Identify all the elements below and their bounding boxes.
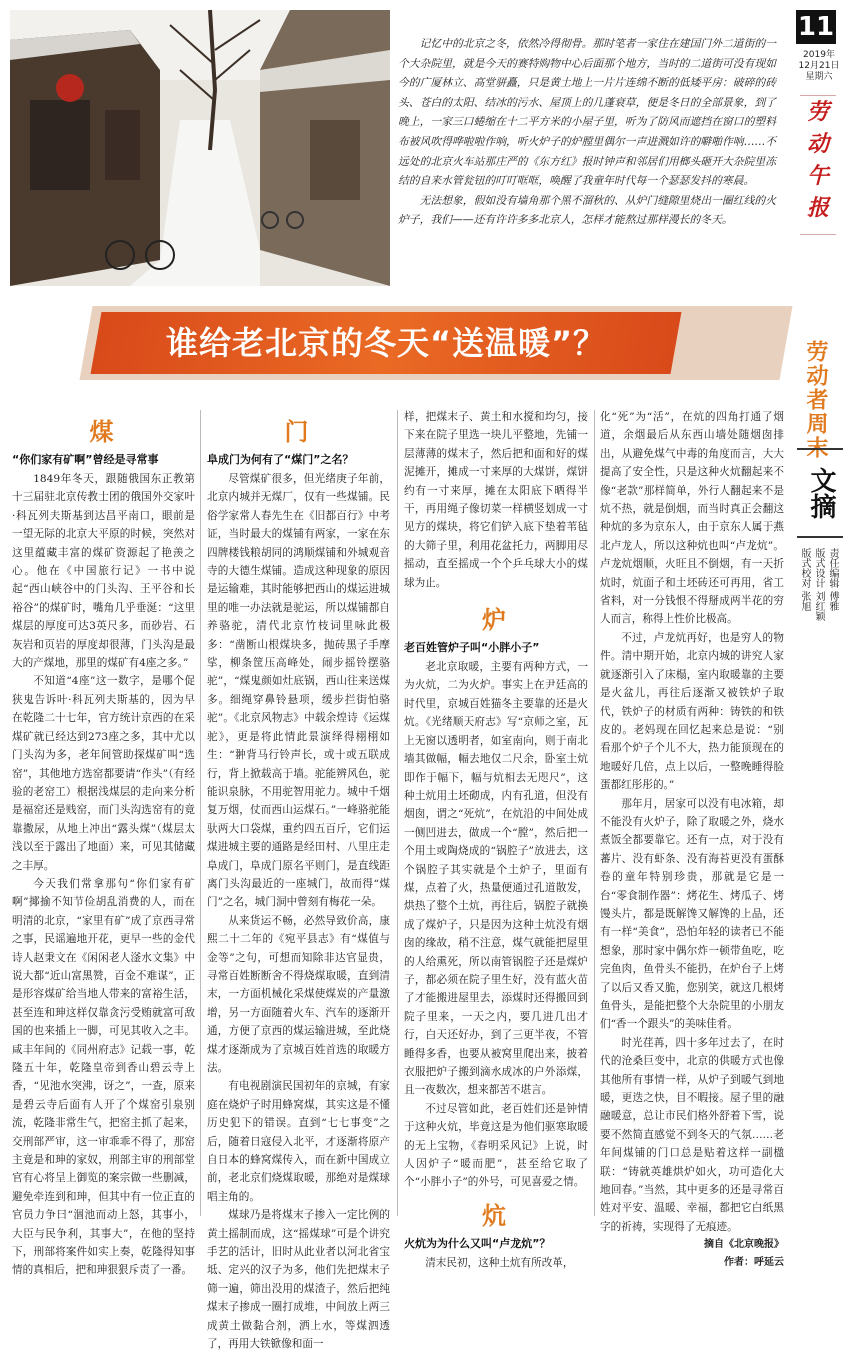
body-paragraph: 老北京取暖，主要有两种方式，一为火炕，二为火炉。事实上在尹廷高的时代里，京城百姓猫冬主要靠的还是火炕。《光绪顺天府志》写“京师之室，瓦上无窗以透明者，如室南向，则于南北墙其做幅，幅去地仅二尺余，卧室土炕即作于幅下，幅与炕相去无咫尺”，这种土炕用土坯砌成，内有孔道，但没有烟囱，谓之“死炕”，在炕沿的中间处成一侧凹进去，做成一个“膛”，然后把一个用土或陶烧成的“锅腔子”放进去，这个锅腔子其实就是个土炉子，里面有煤，点着了火，热量便通过孔道散发，烘热了整个土炕，再往后，锅腔子就换成了煤炉子，只是因为这种土炕没有烟囱的缘故，稍不注意，煤气就能把屋里的人给熏死，所以南管锅腔子还是煤炉子，都必须在院子里生好，没有蓝火苗了才能搬进屋里去，添煤时还得搬回到院子里来，一天之内，要几进几出才行，白天还好办，到了三更半夜，不管睡得多香，也要从被窝里爬出来，披着衣服把炉子搬到滴水成冰的户外添煤，且一夜数次，想来都苦不堪言。 bbox=[404, 661, 588, 1097]
author-credit: 作者：呼延云 bbox=[724, 1257, 784, 1269]
intro-text bbox=[398, 34, 776, 256]
body-paragraph: 今天我们常拿那句“你们家有矿啊”揶揄不知节俭胡乱消费的人，而在明清的北京，“家里有矿”成了京西寻常之事，民谣遍地开花，更早一些的金代诗人赵秉文在《闲闲老人滏水文集》中说大都“近山富黑赞，百金不难谋”，正是形容煤矿给当地人带来的富裕生活，甚至连和珅这样仅靠贪污受贿就富可敌国的也来插上一脚，可见其收入之丰。咸丰年间的《同州府志》记载一事，乾隆五十年，乾隆皇帝到香山碧云寺上香，“见池水突沸，讶之”，一查，原来是碧云寺后面有人开了个煤窑引泉别流，乾隆非常生气，把窑主抓了起来，交刑部严审，这一审乖乖不得了，那窑主竟是和珅的家奴，刑部主审的刑部堂官有心将呈上御览的案宗做一些删减，避免牵连到和珅，但其中有一位正直的官员力争曰“涸池而动上怒，其事小，大臣与民争利，其事大”，在他的坚持下，刑部将案件如实上奏，乾隆得知事情的真相后，把和珅狠狠斥责了一番。 bbox=[12, 877, 195, 1277]
body-paragraph: 有电视剧演民国初年的京城，有家庭在烧炉子时用蜂窝煤，其实这是不懂历史犯下的错误。直到“七七事变”之后，随着日寇侵入北平，才逐渐将原产自日本的蜂窝煤传入，而在新中国成立前，老北京们烧煤取暖，那绝对是煤球唱主角的。 bbox=[207, 1080, 390, 1203]
column-divider bbox=[200, 410, 201, 1216]
section-title-coal: 煤 bbox=[89, 418, 118, 446]
article-column-2 bbox=[207, 414, 390, 1354]
body-paragraph: 尽管煤矿很多，但光绪庚子年前，北京内城并无煤厂，仅有一些煤铺。民俗学家常人春先生在《旧都百行》中考证，当时最大的煤铺有两家，一家在东四牌楼钱粮胡同的鸿顺煤铺和外城观音寺的大德生煤铺。造成这种现象的原因是运输难，其时能够把西山的煤运进城里的唯一办法就是驼运，所以煤铺都自养骆驼，清代北京竹枝词里咏此极多：“凿断山根煤块多，抛砖黑子手摩挲，柳条筐压高峰处，闹步摇铃摆骆驼”，“煤鬼颜如灶底锅，西山往来送煤多。细绳穿鼻铃悬项，缓步拦街怕骆驼”。《北京风物志》中载余煌诗《运煤驼》，更是将此情此景演绎得栩栩如生：“翀背马行铃声长，或十或五联成行，背上掀载高于墙。驼能辨风色，驼能识泉脉，不用驼智用驼力。城中千烟复万烟，仗而西山运煤石。”一峰骆驼能驮两大口袋煤，重约四五百斤，它们运煤进城主要的通路是经田村、八里庄走阜成门，阜成门原名平则门，是直线距离门头沟最近的一座城门，故而得“煤门”之名，城门洞中曾刻有梅花一朵。 bbox=[207, 473, 390, 909]
body-paragraph: 那年月，居家可以没有电冰箱，却不能没有火炉子，除了取暖之外，烧水煮饭全都要靠它。还有一点，对于没有蕃片、没有虾条、没有海苔更没有蛋酥卷的童年特别珍贵，那就是它是一台“零食制作器”：烤花生、烤瓜子、烤馒头片，都是既解馋又解馋的上品，还有一样“美食”，恐怕年轻的读者已不能想象，那时家中偶尔炸一顿带鱼吃，吃完鱼肉，鱼骨头不能扔，在炉台子上烤了以后又香又脆，您别笑，就这几根烤鱼骨头，是能把整个大杂院里的小朋友们“香一个跟头”的美味佳肴。 bbox=[600, 797, 784, 1031]
article-column-4 bbox=[600, 408, 784, 1272]
body-paragraph: 清末民初，这种土炕有所改革， bbox=[425, 1256, 574, 1269]
article-column-3 bbox=[404, 408, 588, 1272]
body-paragraph: 从来货运不畅，必然导致价高，康熙二十二年的《宛平县志》有“煤值与金等”之句，可想而知除非达官显贵，寻常百姓断断舍不得烧煤取暖，直到清末，一方面机械化采煤使煤炭的产量激增，另一方面随着火车、汽车的逐渐开通，方便了京西的煤运输进城，至此烧煤才逐渐成为了京城百姓首选的取暖方法。 bbox=[207, 914, 390, 1074]
designer-credit: 版式设计 刘红颖 bbox=[813, 548, 824, 622]
section-title-stove: 炉 bbox=[482, 606, 510, 635]
section-title-gate: 门 bbox=[284, 418, 313, 446]
section-subtitle-coal: “你们家有矿啊”曾经是寻常事 bbox=[12, 453, 159, 466]
snowy-hutong-photo bbox=[10, 10, 390, 286]
section-subtitle-stove: 老百姓管炉子叫“小胖小子” bbox=[404, 641, 540, 655]
body-paragraph: 不过尽管如此，老百姓们还是钟情于这种火炕，毕竟这是为他们驱寒取暖的无上宝物，《春明采风记》上说，时人因炉子“暖而肥”，甚至给它取了个“小胖小子”的外号，可见喜爱之情。 bbox=[404, 1102, 588, 1189]
headline: 谁给老北京的冬天“送温暖”？ bbox=[165, 324, 607, 362]
date-weekday: 星期六 bbox=[805, 72, 833, 82]
column-name: 文摘 bbox=[797, 448, 843, 538]
date-year: 2019年 bbox=[803, 50, 835, 60]
intro-paragraph: 无法想象，假如没有墙角那个黑不溜秋的、从炉门缝隙里烧出一圈红线的火炉子，我们——还有许许多多北京人，怎样才能熬过那样漫长的冬天。 bbox=[398, 193, 776, 227]
article-column-1 bbox=[12, 414, 195, 1280]
intro-paragraph: 记忆中的北京之冬，依然冷得彻骨。那时笔者一家住在建国门外二道街的一个大杂院里，就是今天的赛特购物中心后面那个地方，当时的二道街可没有现如今的广厦林立、高堂骈矗，只是黄土地上一片片连绵不断的低矮平房：破碎的砖头、苍白的太阳、结冰的污水、屋顶上的几蓬衰草，便是冬日的全部景象，到了晚上，一家三口蜷缩在十二平方米的小屋子里，听为了防风而遮挡在窗口的塑料布被风吹得哗啦啦作响，听火炉子的炉膛里偶尔一声进溅如许的噼啪作响……不远处的北京火车站那庄严的《东方红》报时钟声和邻居们用榔头砸开大杂院里冻结的自来水管瓮钮的叮叮哐哐，唤醒了我童年时代每一个瑟瑟发抖的寒晨。 bbox=[398, 37, 776, 188]
section-name: 劳动者周末 bbox=[803, 340, 828, 460]
date-monthday: 12月21日 bbox=[798, 61, 840, 71]
body-paragraph: 煤球乃是将煤末子掺入一定比例的黄土摇制而成，这“摇煤球”可是个讲究手艺的活计，旧时从此业者以河北省宝坻、定兴的汉子为多，他们先把煤末子筛一遍，筛出没用的煤渣子，然后把纯煤末子掺成一圈打成堆，中间放上两三成黄土做黏合剂，洒上水，等煤泗透了，再用大铁锨像和面一 bbox=[207, 1209, 390, 1351]
body-paragraph: 不过，卢龙炕再好，也是穷人的物件。清中期开始，北京内城的讲究人家就逐渐引入了床榻，室内取暖靠的主要是火盆儿，再往后逐渐又被铁炉子取代，铁炉子的材质有两种：铸铁的和铁皮的。老妈现在回忆起来总是说：“别看那个炉子个儿不大，热力能顶现在的地暖好几倍，点上以后，一整晚睡得脸蛋都红彤彤的。” bbox=[600, 631, 784, 792]
editor-credit: 责任编辑 傅雅 bbox=[827, 548, 838, 612]
logo-text: 劳动午报 bbox=[806, 99, 829, 221]
issue-date bbox=[794, 50, 844, 83]
proof-credit: 版式校对 张旭 bbox=[799, 548, 810, 612]
page-number: 11 bbox=[797, 12, 835, 42]
newspaper-logo bbox=[800, 95, 836, 235]
body-paragraph: 1849年冬天，跟随俄国东正教第十三届驻北京传教士团的俄国外交家叶·科瓦列夫斯基到达昌平南口，眼前是一望无际的北京大平原的时候，突然对这里蕴藏丰富的煤矿资源起了艳羡之心。他在《中国旅行记》一书中说起“西山峡谷中的门头沟、王平谷和长裕谷”的煤矿时，嘴角几乎垂涎：“这里煤层的厚度可达3英尺多，而砂岩、石灰岩和页岩的厚度却很薄，门头沟是最大的产煤地，那里的煤矿有4座之多。” bbox=[12, 473, 195, 670]
column-divider bbox=[397, 410, 398, 1216]
body-paragraph: 时光荏苒，四十多年过去了，在时代的沧桑巨变中，北京的供暖方式也像其他所有事情一样，从炉子到暖气到地暖，更迭之快，目不暇接。屋子里的融融暖意，总让市民们格外舒着下雪，说要不然简直感觉不到冬天的气氛……老年间煤铺的门口总是贴着这样一副楹联：“铸就英雄烘炉如火，功可造化大地回春。”当然，其中更多的还是寻常百姓对平安、温暖、幸福，都把它白纸黑字的祈祷，实现得了无痕迹。 bbox=[600, 1036, 784, 1233]
body-paragraph: 不知道“4座”这一数字，是哪个促狭鬼告诉叶·科瓦列夫斯基的，因为早在乾隆二十七年，官方统计京西的在采煤矿就已经达到273座之多，其中尤以门头沟为多，老年间管助探煤矿叫“选窑”，其他地方选窑都要请“作头”（有经验的老窑工）根据浅煤层的走向来分析是福窑还是贱窑，而门头沟选窑有的竟靠撒尿，从地上冲出“露头煤”（煤层太浅以至于露出了地面）来，可见其储藏之丰厚。 bbox=[12, 675, 195, 872]
body-paragraph: 化“死”为“活”，在炕的四角打通了烟道，余烟最后从东西山墙处随烟囱排出，从避免煤气中毒的角度而言，大大提高了安全性，只是这种火炕翻起来不像“老款”那样简单，外行人翻起来不是炕不热，就是倒烟，而当时真正会翻这种炕的多为京东人，由于京东人属于燕北卢龙人，所以这种炕也叫“卢龙炕”。卢龙炕烟顺，火旺且不倒烟，有一天折炕时，炕面子和土坯砖还可再用，省工省料，对一分钱恨不得掰成两半花的穷人而言，称得上性价比极高。 bbox=[600, 411, 784, 626]
section-subtitle-gate: 阜成门为何有了“煤门”之名？ bbox=[207, 453, 354, 466]
column-divider bbox=[594, 410, 595, 1216]
body-paragraph: 样，把煤末子、黄土和水搅和均匀，接下来在院子里选一块儿平整地，先铺一层薄薄的煤末子，然后把和面和好的煤泥摊开，摊成一寸来厚的大煤饼，煤饼约有一寸来厚，摊在太阳底下晒得半干，再用绳子像切菜一样横竖划成一寸见方的煤块，将它们铲入底下垫着苇毡的大筛子里，利用花盆托力，两脚用尽摇动，直至摇成一个个乒乓球大小的煤球为止。 bbox=[404, 411, 588, 589]
section-title-kang: 炕 bbox=[482, 1201, 510, 1230]
page-sidebar bbox=[788, 10, 844, 235]
section-subtitle-kang: 火炕为为什么又叫“卢龙炕”？ bbox=[404, 1236, 551, 1250]
source-credit: 摘自《北京晚报》 bbox=[704, 1239, 784, 1251]
